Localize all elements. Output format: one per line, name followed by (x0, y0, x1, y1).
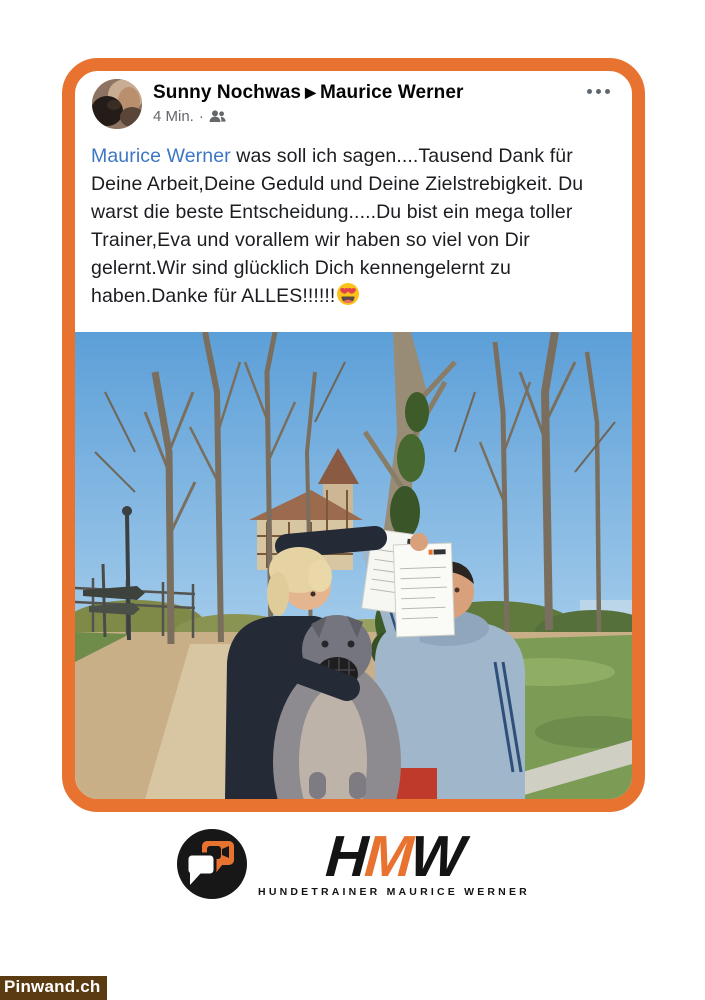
park-photo-couple-with-dog-and-certificate (75, 332, 632, 799)
post-title (153, 82, 464, 104)
logo-letters (323, 824, 465, 889)
logo-letter-w: W (407, 824, 465, 889)
meta-separator: · (198, 108, 204, 125)
post-body-text: was soll ich sagen....Tausend Dank für Deine Arbeit,Deine Geduld und Deine Zielstrebigkeit. Du warst die beste Entscheidung.....Du bist ein mega toller Trainer,Eva und vorallem wir haben so viel von Dir gelernt.Wir sind glücklich Dich kennengelernt zu haben.Danke für ALLES!!!!!! (91, 145, 584, 307)
speech-bubbles-camera-icon (175, 827, 249, 901)
post-photo[interactable] (75, 332, 632, 799)
audience-link[interactable]: Maurice Werner (319, 82, 464, 103)
author-link[interactable]: Sunny Nochwas (153, 82, 302, 103)
logo-text-block (258, 824, 530, 898)
friends-icon (209, 110, 226, 123)
logo-letter-m: M (362, 824, 413, 889)
timestamp[interactable]: 4 Min. (153, 108, 194, 125)
post-header (75, 71, 632, 129)
post-meta (153, 108, 464, 125)
post-card-frame (62, 58, 645, 812)
heart-eyes-emoji (336, 282, 360, 306)
logo-letter-h: H (323, 824, 368, 889)
shared-to-arrow-icon: ▶ (305, 84, 316, 100)
mention-link[interactable]: Maurice Werner (91, 145, 231, 167)
post-text (91, 142, 616, 310)
watermark-badge: Pinwand.ch (0, 976, 107, 1000)
header-text (153, 79, 464, 125)
avatar-image (92, 79, 142, 129)
avatar[interactable] (92, 79, 142, 129)
logo-tagline: HUNDETRAINER MAURICE WERNER (258, 886, 530, 898)
hmw-logo (0, 824, 705, 901)
more-options-button[interactable] (583, 85, 614, 98)
